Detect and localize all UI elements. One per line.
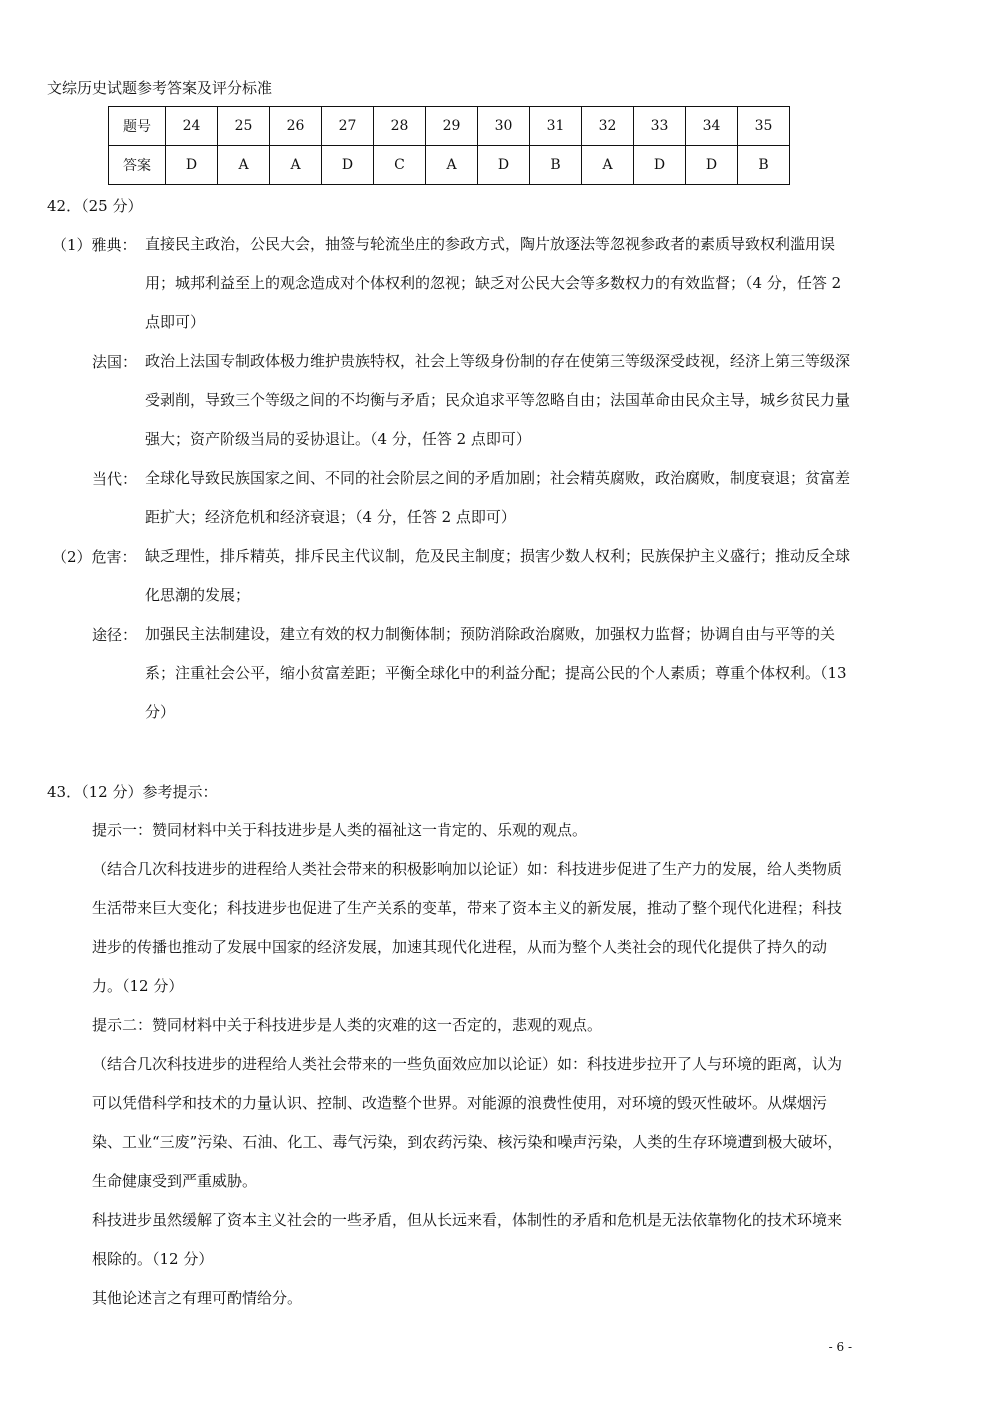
q43-hint1: 提示一：赞同材料中关于科技进步是人类的福祉这一肯定的、乐观的观点。 [92,821,588,839]
q42-part1-label: （1）雅典： [52,236,137,254]
q43-closing: 其他论述言之有理可酌情给分。 [92,1289,303,1307]
table-cell: 28 [374,107,426,146]
q42-france-label: 法国： [92,353,138,371]
table-cell: B [530,146,582,185]
q42-athens-answer: 直接民主政治，公民大会，抽签与轮流坐庄的参政方式，陶片放逐法等忽视参政者的素质导致权利滥用误用；城邦利益至上的观念造成对个体权利的忽视；缺乏对公民大会等多数权力的有效监督；（4 分，任答 2 点即可） [145,235,842,331]
table-cell: A [582,146,634,185]
table-cell: D [166,146,218,185]
q43-hint1-detail: （结合几次科技进步的进程给人类社会带来的积极影响加以论证）如：科技进步促进了生产力的发展，给人类物质生活带来巨大变化；科技进步也促进了生产关系的变革，带来了资本主义的新发展，推动了整个现代化进程；科技进步的传播也推动了发展中国家的经济发展，加速其现代化进程，从而为整个人类社会的现代化提供了持久的动力。（12 分） [92,860,843,995]
q42-approach-label: 途径： [92,626,138,644]
table-cell: B [738,146,790,185]
table-cell: 33 [634,107,686,146]
table-cell: 35 [738,107,790,146]
table-cell: D [686,146,738,185]
q42-france-answer: 政治上法国专制政体极力维护贵族特权，社会上等级身份制的存在使第三等级深受歧视，经济上第三等级深受剥削，导致三个等级之间的不均衡与矛盾；民众追求平等忽略自由；法国革命由民众主导，城乡贫民力量强大；资产阶级当局的妥协退让。（4 分，任答 2 点即可） [145,352,851,448]
table-cell: D [634,146,686,185]
table-cell: D [322,146,374,185]
q42-approach-answer: 加强民主法制建设，建立有效的权力制衡体制；预防消除政治腐败，加强权力监督；协调自由与平等的关系；注重社会公平，缩小贫富差距；平衡全球化中的利益分配；提高公民的个人素质；尊重个体权利。（13 分） [145,625,847,721]
table-cell: 29 [426,107,478,146]
table-cell: D [478,146,530,185]
q42-modern-answer: 全球化导致民族国家之间、不同的社会阶层之间的矛盾加剧；社会精英腐败，政治腐败，制度衰退；贫富差距扩大；经济危机和经济衰退；（4 分，任答 2 点即可） [145,469,851,526]
table-cell: 24 [166,107,218,146]
table-cell: 27 [322,107,374,146]
table-row-answers [109,146,790,185]
table-cell: 34 [686,107,738,146]
q43-hint2: 提示二：赞同材料中关于科技进步是人类的灾难的这一否定的，悲观的观点。 [92,1016,603,1034]
table-cell: 25 [218,107,270,146]
table-cell: 32 [582,107,634,146]
q42-modern-label: 当代： [92,470,138,488]
table-cell: C [374,146,426,185]
table-header-cell: 答案 [109,146,166,185]
table-cell: A [270,146,322,185]
page-number: - 6 - [828,1340,852,1354]
q43-hint2-conclusion: 科技进步虽然缓解了资本主义社会的一些矛盾，但从长远来看，体制性的矛盾和危机是无法依靠物化的技术环境来根除的。（12 分） [92,1211,843,1268]
table-header-cell: 题号 [109,107,166,146]
q42-harm-answer: 缺乏理性，排斥精英，排斥民主代议制，危及民主制度；损害少数人权利；民族保护主义盛行；推动反全球化思潮的发展； [145,547,851,604]
q43-heading: 43．（12 分）参考提示： [47,783,218,801]
q43-hint2-detail: （结合几次科技进步的进程给人类社会带来的一些负面效应加以论证）如：科技进步拉开了人与环境的距离，认为可以凭借科学和技术的力量认识、控制、改造整个世界。对能源的浪费性使用，对环境的毁灭性破坏。从煤烟污染、工业“三废”污染、石油、化工、毒气污染，到农药污染、核污染和噪声污染，人类的生存环境遭到极大破坏，生命健康受到严重威胁。 [92,1055,843,1190]
table-row-numbers [109,107,790,146]
q42-heading: 42．（25 分） [47,197,143,215]
q42-part2-label: （2）危害： [52,548,137,566]
answer-table [108,106,790,185]
document-title: 文综历史试题参考答案及评分标准 [47,79,273,97]
table-cell: 26 [270,107,322,146]
table-cell: A [426,146,478,185]
table-cell: 30 [478,107,530,146]
table-cell: A [218,146,270,185]
table-cell: 31 [530,107,582,146]
